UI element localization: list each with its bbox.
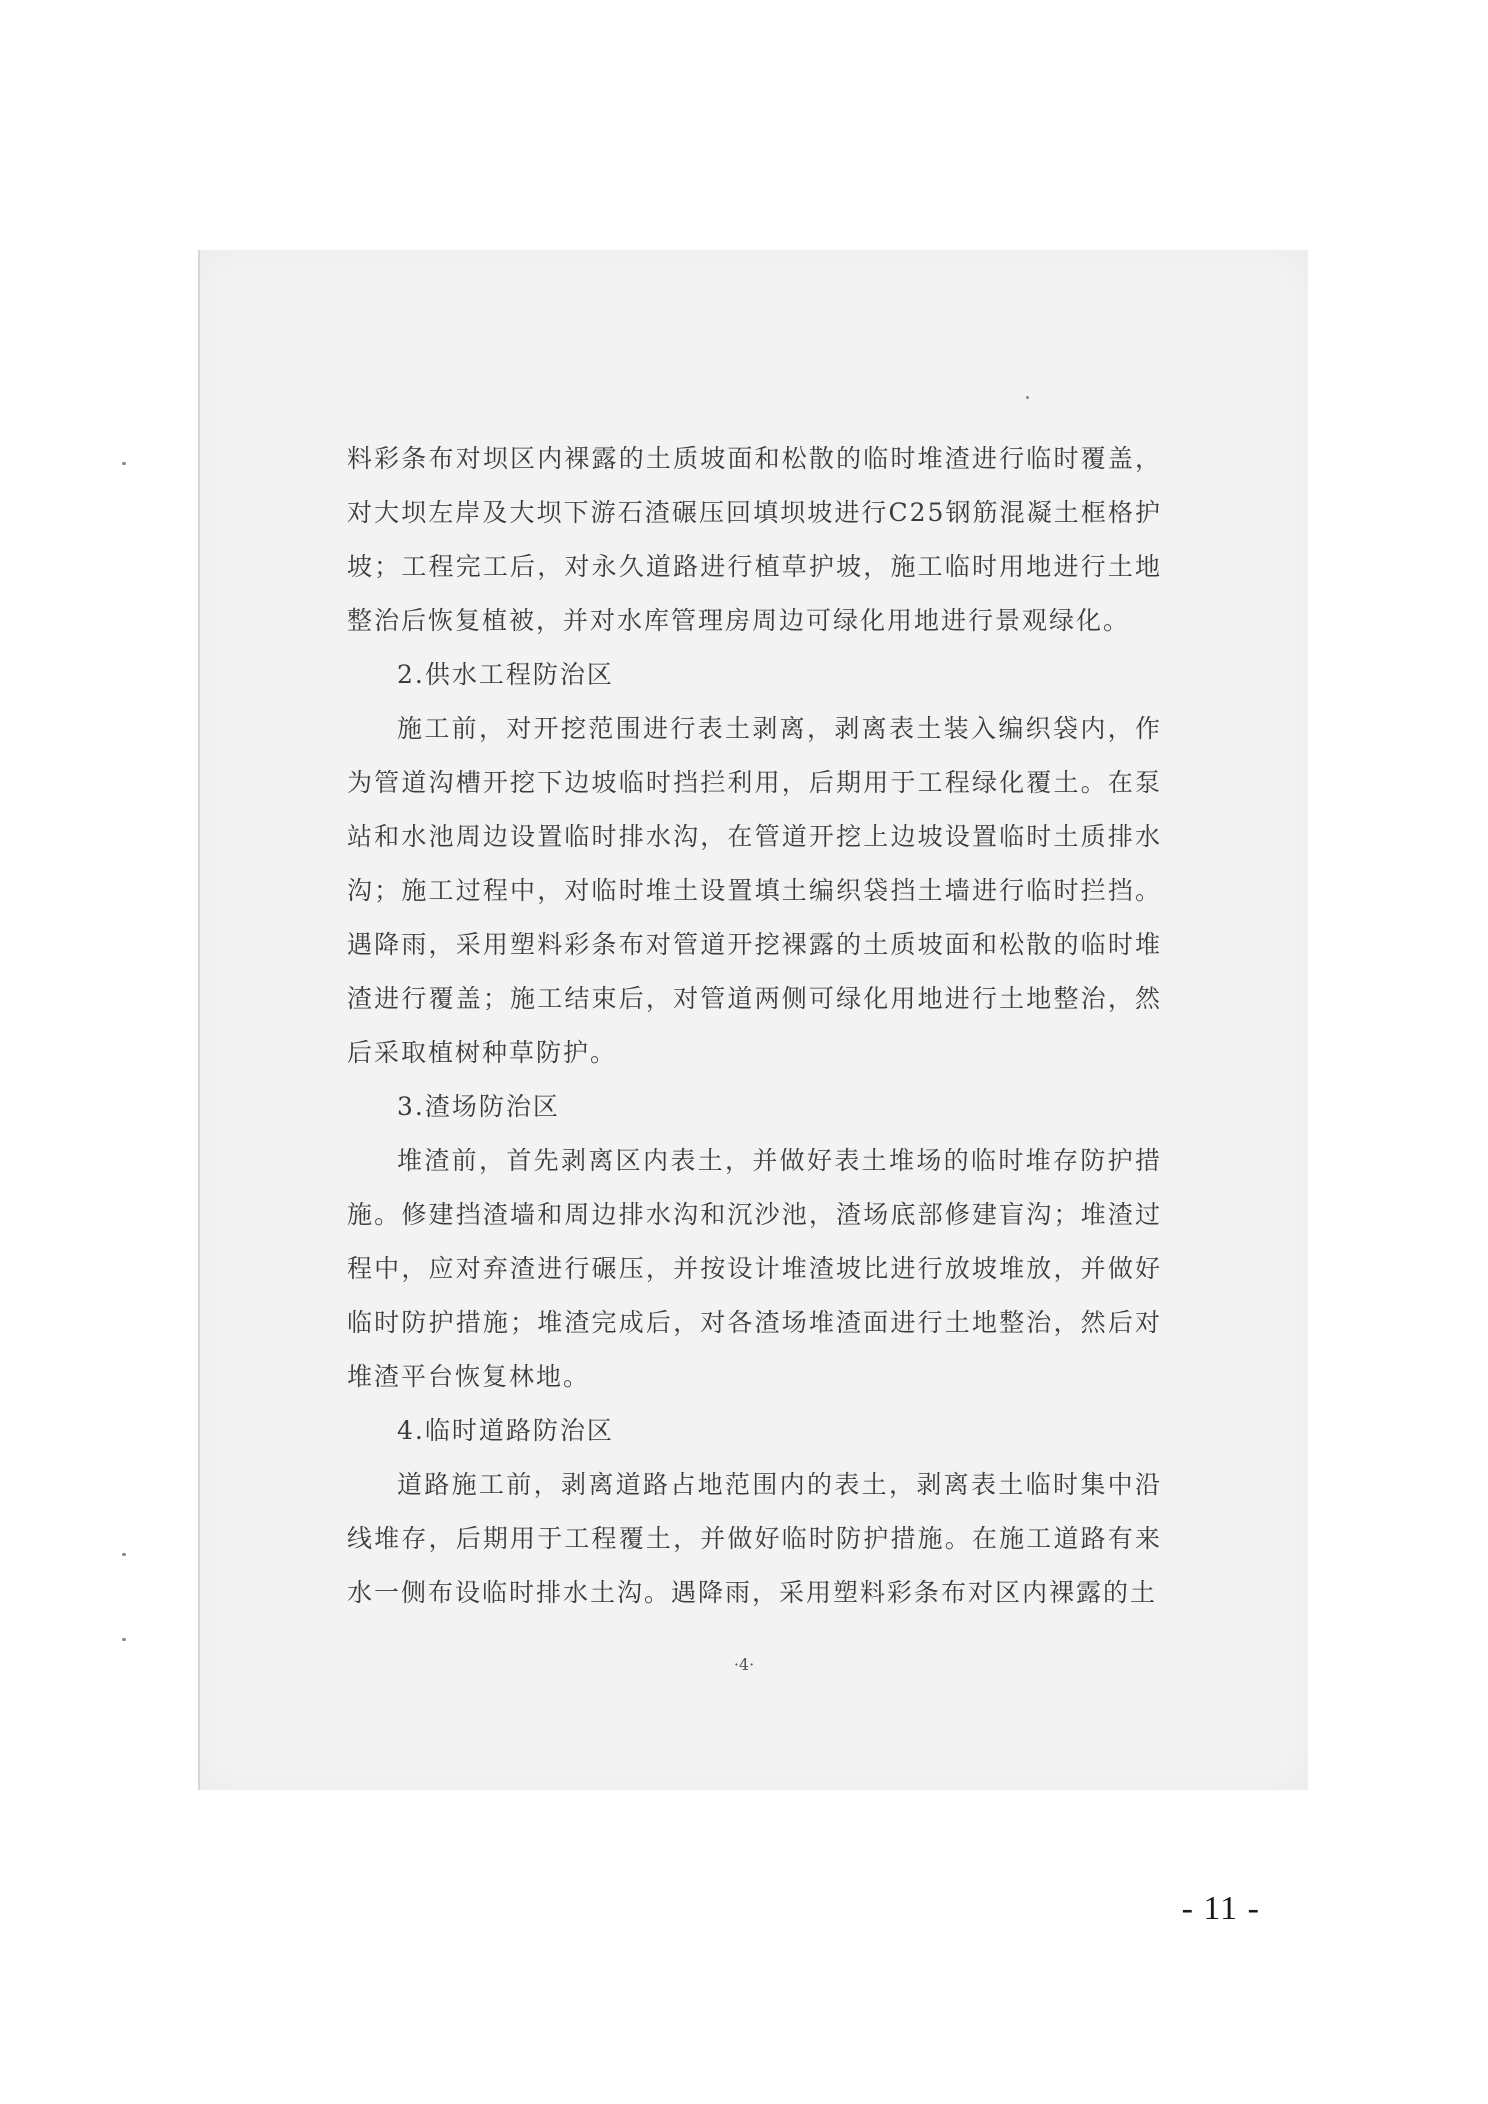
- paragraph-continued: 料彩条布对坝区内裸露的土质坡面和松散的临时堆渣进行临时覆盖，对大坝左岸及大坝下游石渣碾压回填坝坡进行C25钢筋混凝土框格护坡；工程完工后，对永久道路进行植草护坡，施工临时用地进行土地整治后恢复植被，并对水库管理房周边可绿化用地进行景观绿化。: [347, 444, 1162, 635]
- scan-speck: [122, 1553, 126, 1556]
- paragraph-temporary-road: 道路施工前，剥离道路占地范围内的表土，剥离表土临时集中沿线堆存，后期用于工程覆土，并做好临时防护措施。在施工道路有来水一侧布设临时排水土沟。遇降雨，采用塑料彩条布对区内裸露的土: [347, 1470, 1162, 1607]
- document-body: [347, 432, 1162, 1620]
- paragraph-spoil-area: 堆渣前，首先剥离区内表土，并做好表土堆场的临时堆存防护措施。修建挡渣墙和周边排水沟和沉沙池，渣场底部修建盲沟；堆渣过程中，应对弃渣进行碾压，并按设计堆渣坡比进行放坡堆放，并做好临时防护措施；堆渣完成后，对各渣场堆渣面进行土地整治，然后对堆渣平台恢复林地。: [347, 1146, 1162, 1391]
- section-heading-water-supply: 2.供水工程防治区: [397, 660, 614, 689]
- section-heading-spoil-area: 3.渣场防治区: [397, 1092, 560, 1121]
- scan-left-edge: [198, 250, 200, 1790]
- section-heading-temporary-road: 4.临时道路防治区: [397, 1416, 614, 1445]
- scan-speck: [1026, 396, 1029, 399]
- paragraph-water-supply: 施工前，对开挖范围进行表土剥离，剥离表土装入编织袋内，作为管道沟槽开挖下边坡临时挡拦利用，后期用于工程绿化覆土。在泵站和水池周边设置临时排水沟，在管道开挖上边坡设置临时土质排水沟；施工过程中，对临时堆土设置填土编织袋挡土墙进行临时拦挡。遇降雨，采用塑料彩条布对管道开挖裸露的土质坡面和松散的临时堆渣进行覆盖；施工结束后，对管道两侧可绿化用地进行土地整治，然后采取植树种草防护。: [347, 714, 1162, 1067]
- scan-speck: [122, 1638, 126, 1641]
- outer-page-number: - 11 -: [1181, 1890, 1260, 1927]
- inner-page-number: ·4·: [733, 1655, 755, 1674]
- scan-speck: [122, 462, 126, 465]
